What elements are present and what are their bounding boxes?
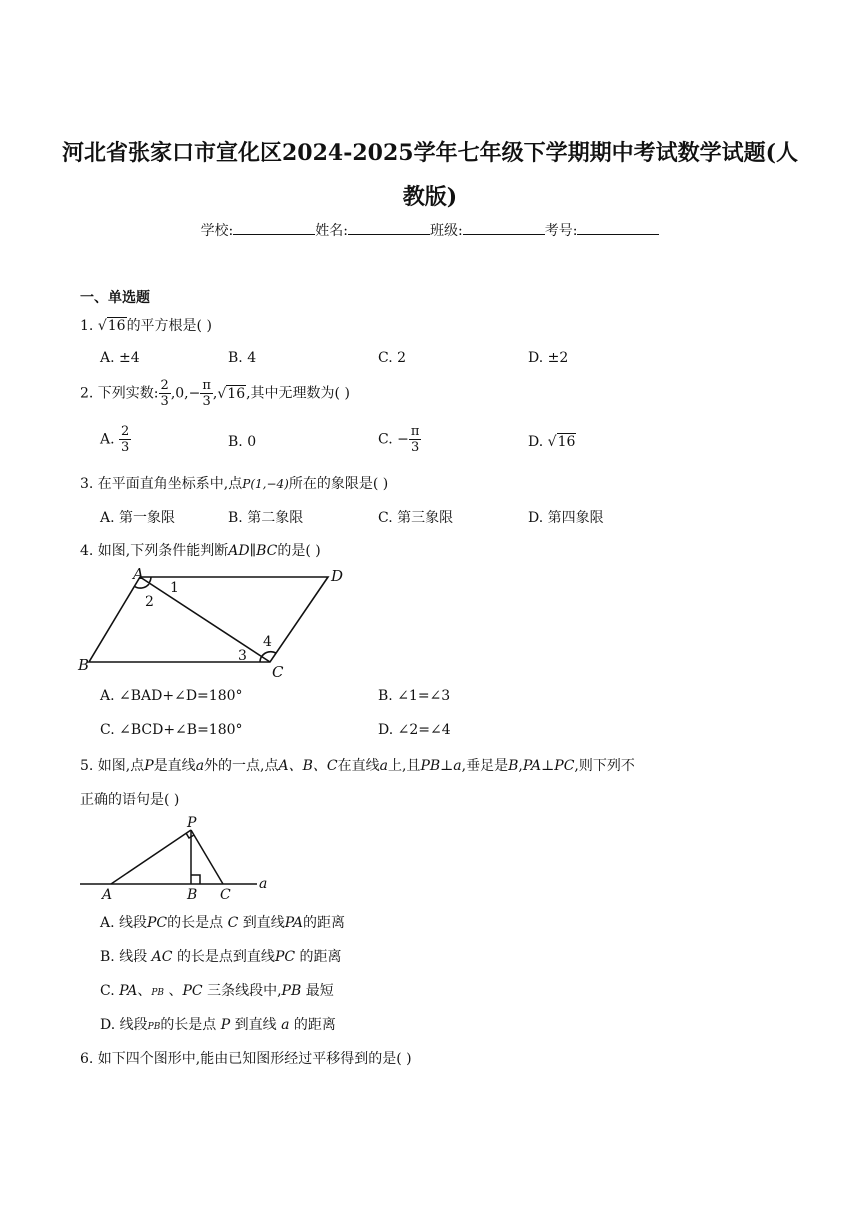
q1-option-a-label: A. bbox=[100, 350, 115, 366]
question-3 bbox=[80, 473, 388, 493]
q2-oa-den: 3 bbox=[121, 440, 130, 455]
q5-option-b bbox=[100, 946, 342, 966]
exam-no-label: 考号: bbox=[544, 223, 578, 239]
q5-segment-pa bbox=[111, 830, 191, 884]
q4-label-d: D bbox=[331, 567, 344, 585]
q5-pb-perp: PB⊥a bbox=[420, 758, 462, 774]
q2-frac-b-den: 3 bbox=[202, 394, 211, 409]
q1-number: 1. bbox=[80, 318, 94, 334]
q2-option-c bbox=[378, 424, 421, 455]
q2-list: ,0,− bbox=[170, 385, 201, 402]
class-label: 班级: bbox=[430, 223, 463, 239]
q4-angle-3-arc bbox=[260, 656, 262, 662]
q2-option-b: B. 0 bbox=[228, 434, 257, 450]
q5-od-1: D. 线段 bbox=[100, 1017, 148, 1033]
q4-condition: AD∥BC bbox=[228, 543, 278, 559]
q5-oa-c: C bbox=[227, 915, 239, 931]
q5-oc-pa: PA bbox=[119, 983, 138, 999]
q2-option-c-label: C. bbox=[378, 431, 393, 448]
q5-label-b: B bbox=[187, 887, 198, 903]
q2-option-a bbox=[100, 424, 131, 455]
q3-option-a: A. 第一象限 bbox=[100, 510, 176, 526]
q5-abc: A、B、C bbox=[278, 758, 338, 774]
school-label: 学校: bbox=[200, 223, 234, 239]
q5-pa-perp: PA⊥PC bbox=[522, 758, 575, 774]
q3-tail: 所在的象限是( ) bbox=[288, 476, 389, 492]
q3-option-d: D. 第四象限 bbox=[528, 510, 604, 526]
q2-option-a-frac bbox=[119, 424, 131, 455]
section-heading: 一、单选题 bbox=[80, 290, 150, 306]
q5-oa-4: 的距离 bbox=[303, 915, 346, 931]
q5-oc-3: 最短 bbox=[301, 983, 334, 999]
q1-option-b: B. 4 bbox=[228, 350, 257, 366]
q5-a: a bbox=[195, 758, 205, 774]
q5-part1: 5. 如图,点 bbox=[80, 758, 145, 774]
q4-figure-parallelogram bbox=[75, 565, 365, 683]
q1-option-d bbox=[528, 350, 568, 366]
q5-a2: a bbox=[379, 758, 388, 774]
question-1 bbox=[80, 315, 212, 335]
q4-option-d: D. ∠2=∠4 bbox=[378, 722, 451, 738]
q3-option-c: C. 第三象限 bbox=[378, 510, 454, 526]
q5-od-4: 的距离 bbox=[293, 1017, 336, 1033]
q5-od-p: P bbox=[220, 1017, 231, 1033]
q4-stem: 4. 如图,下列条件能判断 bbox=[80, 543, 229, 559]
q2-option-d-sqrt: √16 bbox=[547, 434, 576, 450]
q5-oc-sep2: 、 bbox=[168, 983, 183, 999]
q5-p: P bbox=[144, 758, 154, 774]
q2-od-radicand: 16 bbox=[557, 434, 576, 450]
q5-label-a: A bbox=[102, 887, 113, 903]
q2-oa-num: 2 bbox=[121, 424, 130, 439]
page-title-line2: 教版) bbox=[402, 184, 458, 210]
q2-fraction-b bbox=[200, 378, 213, 409]
q5-oc-1: C. bbox=[100, 983, 115, 999]
q5-ob-3: 的距离 bbox=[295, 949, 342, 965]
q4-label-angle4: 4 bbox=[263, 634, 272, 650]
q4-label-a: A bbox=[133, 565, 144, 583]
q1-stem: 的平方根是( ) bbox=[126, 318, 212, 334]
q4-label-angle2: 2 bbox=[145, 594, 154, 610]
q4-option-a: A. ∠BAD+∠D=180° bbox=[100, 688, 243, 704]
q5-figure bbox=[75, 812, 285, 904]
q2-sqrt: √16 bbox=[217, 385, 246, 402]
q2-option-c-frac bbox=[409, 424, 422, 455]
class-blank bbox=[463, 222, 545, 235]
q4-parallelogram bbox=[89, 577, 328, 662]
name-blank bbox=[348, 222, 430, 235]
question-4 bbox=[80, 540, 321, 560]
q5-od-2: 的长是点 bbox=[160, 1017, 217, 1033]
q5-oc-pb: PB bbox=[151, 988, 165, 998]
question-2: 2. 下列实数: $\frac{2}{3}$ ,0,− $\frac{\pi}{3}$ ,√16,其中无理数为( ) bbox=[80, 378, 350, 409]
q5-oa-pa: PA bbox=[284, 915, 304, 931]
q5-label-line-a: a bbox=[259, 876, 268, 892]
q2-frac-a-num: 2 bbox=[160, 378, 169, 393]
q5-part5: 上,且 bbox=[387, 758, 421, 774]
q4-label-b: B bbox=[78, 656, 90, 674]
q5-part3: 外的一点,点 bbox=[204, 758, 279, 774]
q3-stem: 3. 在平面直角坐标系中,点 bbox=[80, 476, 243, 492]
q4-label-angle3: 3 bbox=[238, 648, 247, 664]
q2-option-d-label: D. bbox=[528, 434, 544, 450]
q5-option-c bbox=[100, 980, 334, 1000]
question-5-line1: 5. 如图,点P是直线a外的一点,点A、B、C在直线a上,且PB⊥a,垂足是B,PA⊥PC,则下列不 bbox=[80, 758, 635, 774]
q2-option-c-minus: − bbox=[397, 431, 409, 448]
q5-segment-pc bbox=[191, 830, 223, 884]
page-title-line1: 河北省张家口市宣化区2024-2025学年七年级下学期期中考试数学试题(人 bbox=[61, 140, 798, 166]
q1-option-c: C. 2 bbox=[378, 350, 407, 366]
q5-right-angle-b bbox=[191, 875, 200, 884]
q2-option-d bbox=[528, 434, 576, 450]
q5-od-3: 到直线 bbox=[234, 1017, 277, 1033]
student-info-line bbox=[0, 220, 860, 240]
q5-oa-3: 到直线 bbox=[242, 915, 285, 931]
q5-b: B bbox=[508, 758, 519, 774]
q3-point: P(1,−4) bbox=[242, 477, 289, 491]
q4-option-c: C. ∠BCD+∠B=180° bbox=[100, 722, 243, 738]
q5-part6: ,垂足是 bbox=[461, 758, 509, 774]
q2-frac-b-num: π bbox=[202, 378, 211, 393]
q1-option-d-value: ±2 bbox=[547, 350, 569, 366]
q1-radicand: 16 bbox=[107, 318, 126, 334]
q5-ob-2: 的长是点到直线 bbox=[176, 949, 275, 965]
q2-frac-a-den: 3 bbox=[160, 394, 169, 409]
q5-part2: 是直线 bbox=[153, 758, 196, 774]
q2-option-a-label: A. bbox=[100, 431, 115, 448]
q5-ob-ac: AC bbox=[151, 949, 173, 965]
q5-od-pb: PB bbox=[147, 1022, 161, 1032]
q5-option-d bbox=[100, 1014, 336, 1034]
q4-diagonal-ac bbox=[140, 577, 270, 662]
q5-oc-2: 三条线段中, bbox=[202, 983, 282, 999]
q5-od-a: a bbox=[281, 1017, 290, 1033]
q2-oc-num: π bbox=[410, 424, 420, 439]
q2-fraction-a bbox=[159, 378, 171, 409]
q4-tail: 的是( ) bbox=[277, 543, 321, 559]
q5-label-c: C bbox=[220, 887, 231, 903]
q1-option-a bbox=[100, 350, 140, 366]
q5-option-a bbox=[100, 912, 345, 932]
question-6: 6. 如下四个图形中,能由已知图形经过平移得到的是( ) bbox=[80, 1051, 412, 1067]
q1-sqrt: √16 bbox=[97, 318, 126, 334]
q5-oa-1: A. 线段 bbox=[100, 915, 148, 931]
name-label: 姓名: bbox=[315, 223, 348, 239]
q4-angle-1-arc bbox=[149, 577, 151, 583]
q5-ob-1: B. 线段 bbox=[100, 949, 148, 965]
q5-oa-2: 的长是点 bbox=[167, 915, 224, 931]
q4-label-angle1: 1 bbox=[170, 580, 179, 596]
q2-stem-start: 2. 下列实数: bbox=[80, 385, 159, 402]
q5-part7: ,则下列不 bbox=[574, 758, 635, 774]
q2-tail: ,其中无理数为( ) bbox=[246, 385, 350, 402]
q5-oc-pb2: PB bbox=[281, 983, 302, 999]
school-blank bbox=[233, 222, 315, 235]
q3-option-b: B. 第二象限 bbox=[228, 510, 304, 526]
q1-option-a-value: ±4 bbox=[119, 350, 140, 366]
q5-ob-pc: PC bbox=[274, 949, 296, 965]
q4-label-c: C bbox=[272, 663, 284, 681]
q2-oc-den: 3 bbox=[410, 440, 420, 455]
q1-option-d-label: D. bbox=[528, 350, 544, 366]
q5-part4: 在直线 bbox=[337, 758, 380, 774]
q4-option-b: B. ∠1=∠3 bbox=[378, 688, 451, 704]
q5-label-p: P bbox=[187, 815, 197, 831]
q5-oc-pc: PC bbox=[182, 983, 203, 999]
q5-oc-sep1: 、 bbox=[137, 983, 152, 999]
question-5-line2: 正确的语句是( ) bbox=[80, 792, 180, 808]
exam-no-blank bbox=[577, 222, 659, 235]
q5-oa-pc: PC bbox=[147, 915, 168, 931]
q2-radicand: 16 bbox=[227, 385, 246, 402]
